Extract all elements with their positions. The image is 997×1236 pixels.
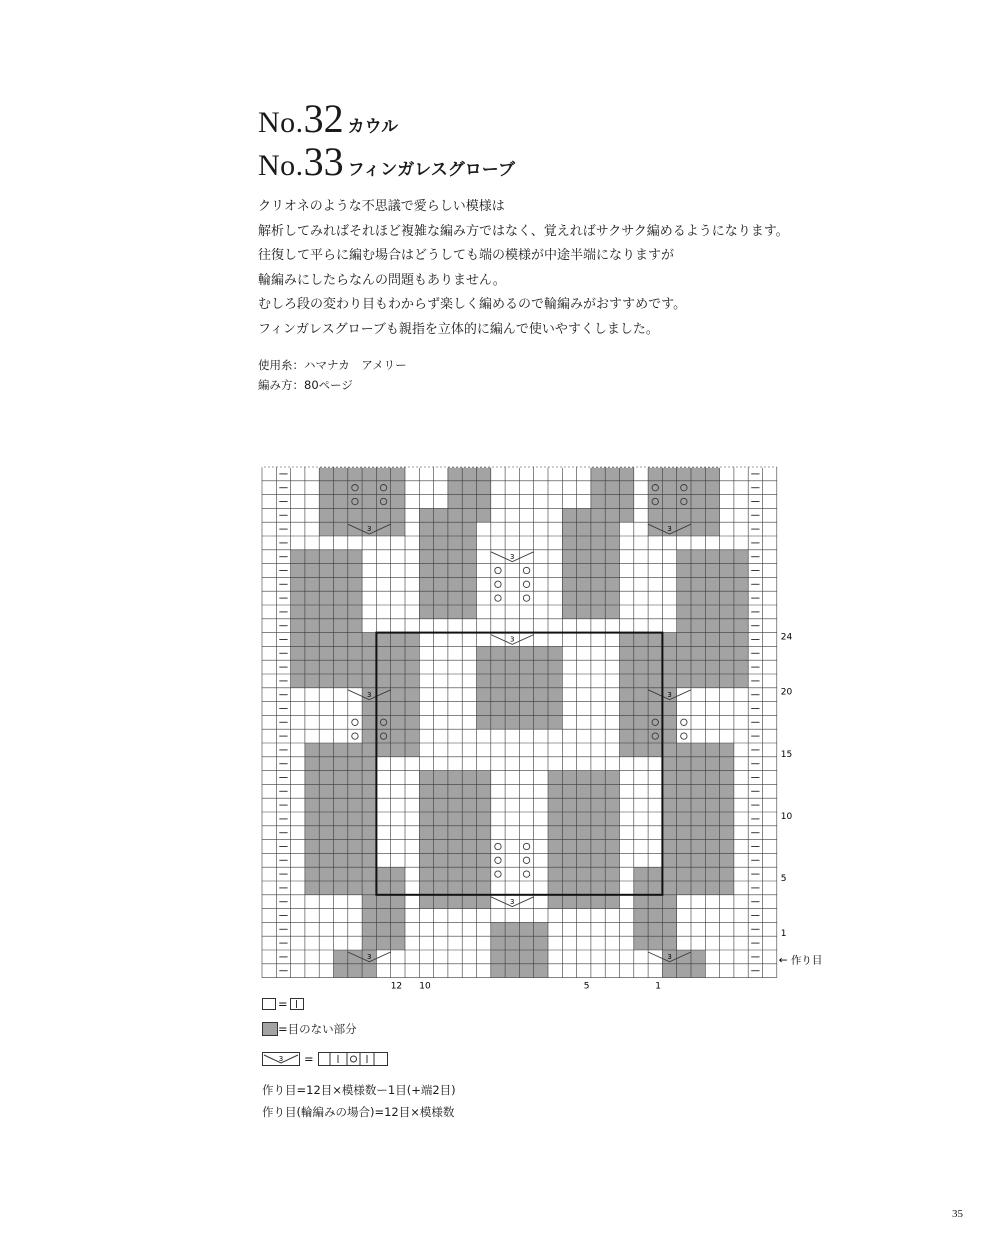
intro-text [258, 195, 918, 342]
col-label: 12 [390, 981, 403, 992]
cable-number: 3 [510, 635, 515, 644]
cable-3-icon [262, 1052, 300, 1066]
yarn-over-symbol [495, 843, 501, 849]
title-prefix: No. [258, 149, 304, 182]
intro-line: むしろ段の変わり目もわからず楽しく編めるので輪編みがおすすめです。 [258, 297, 687, 312]
intro-line: クリオネのような不思議で愛らしい模様は [258, 199, 505, 214]
legend-gray [262, 1021, 357, 1037]
yarn-over-symbol [523, 857, 529, 863]
intro-line: 輪編みにしたらなんの問題もありません。 [258, 272, 506, 288]
title-no33 [258, 138, 515, 185]
legend-eq: = [304, 1052, 314, 1066]
cable-number: 3 [667, 525, 672, 534]
yarn-over-symbol [352, 733, 358, 739]
intro-line: 往復して平らに編む場合はどうしても端の模様が中途半端になりますが [258, 248, 675, 263]
cable-number: 3 [510, 552, 515, 561]
cable-number: 3 [510, 897, 515, 906]
cable-number: 3 [367, 525, 372, 534]
col-label: 5 [583, 981, 590, 992]
yarn-over-symbol [681, 719, 687, 725]
yarn-over-symbol [352, 719, 358, 725]
knitting-chart [262, 467, 823, 992]
page-number: 35 [952, 1208, 963, 1220]
cable-number: 3 [367, 953, 372, 961]
title-prefix: No. [258, 106, 304, 139]
yarn-over-symbol [495, 581, 501, 587]
yarn-over-symbol [681, 733, 687, 739]
yarn-over-symbol [523, 581, 529, 587]
method-info: 編み方：80ページ [258, 378, 353, 392]
title-number: 32 [303, 96, 344, 141]
legend-gray-text: =目のない部分 [278, 1022, 357, 1036]
row-label: 5 [780, 874, 787, 884]
legend-blank [262, 997, 304, 1011]
legend-eq: = [278, 997, 288, 1011]
title-name: フィンガレスグローブ [347, 160, 515, 180]
no-stitch-cell-icon [262, 1022, 278, 1036]
yarn-over-symbol [495, 595, 501, 601]
cable-number: 3 [667, 953, 672, 961]
col-label: 1 [655, 981, 661, 992]
chart-grid [262, 467, 823, 992]
knit-stitch-icon [290, 998, 304, 1010]
cast-on-label: ← 作り目 [778, 954, 823, 967]
blank-cell-icon [262, 998, 276, 1010]
yarn-over-symbol [523, 871, 529, 877]
row-label: 20 [780, 687, 793, 698]
title-number: 33 [303, 139, 344, 184]
legend-cable [262, 1052, 388, 1066]
yarn-info: 使用糸：ハマナカ アメリー [258, 358, 407, 372]
title-no32 [258, 95, 398, 142]
yarn-over-symbol [523, 567, 529, 573]
intro-line: 解析してみればそれほど複雑な編み方ではなく、覚えればサクサク編めるようになります。 [258, 223, 789, 239]
cast-on-formula: 作り目=12目×模様数ー1目(+端2目) [262, 1083, 456, 1097]
svg-text:3: 3 [278, 1055, 284, 1063]
cast-on-formula-round: 作り目(輪編みの場合)=12目×模様数 [262, 1105, 455, 1119]
pattern-meta [258, 355, 407, 395]
row-label: 1 [780, 929, 787, 940]
cable-expansion-icon [318, 1052, 388, 1066]
yarn-over-symbol [523, 843, 529, 849]
yarn-over-symbol [523, 595, 529, 601]
row-label: 10 [780, 811, 793, 822]
yarn-over-symbol [495, 857, 501, 863]
title-name: カウル [347, 117, 399, 137]
row-label: 15 [780, 749, 793, 760]
yarn-over-symbol [495, 567, 501, 573]
col-label: 10 [419, 981, 431, 992]
cable-number: 3 [667, 690, 672, 699]
cable-number: 3 [367, 690, 372, 699]
row-label: 24 [780, 632, 793, 643]
yarn-over-symbol [495, 871, 501, 877]
intro-line: フィンガレスグローブも親指を立体的に編んで使いやすくしました。 [258, 321, 659, 337]
